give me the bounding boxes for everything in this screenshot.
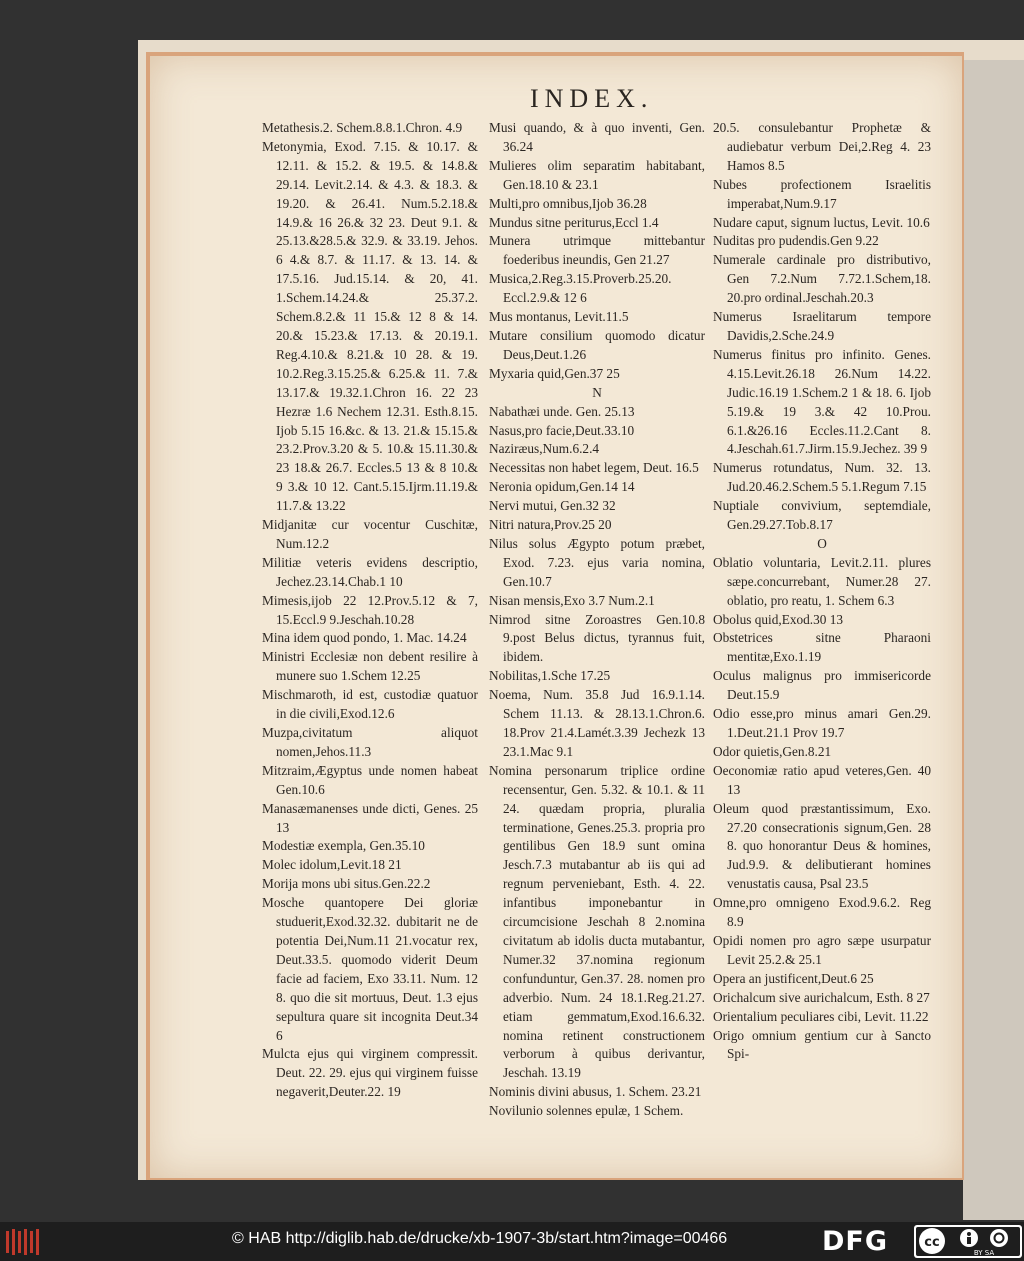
index-column-3 [713, 119, 931, 1064]
index-entry: Nasus,pro facie,Deut.33.10 [489, 422, 635, 438]
index-entry: Manasæmanenses unde dicti, Genes. 25 13 [262, 800, 478, 835]
hab-logo-icon [4, 1227, 44, 1257]
index-entry: Numerus finitus pro infinito. Genes. 4.15.Levit.26.18 26.Num 14.22. Judic.16.19 1.Schem.2 1 & 18. 6. Ijob 5.19.& 19 3.& 42 10.Prou. 6.1.&26.16 Eccles.11.2.Cant 8. 4.Jeschah.61.7.Jirm.15.9.Jechez. 39 9 [713, 346, 931, 457]
index-entry: Mundus sitne periturus,Eccl 1.4 [489, 214, 659, 230]
index-entry: Nimrod sitne Zoroastres Gen.10.8 9.post Belus dictus, tyrannus fuit, ibidem. [489, 611, 705, 665]
license-label: BY SA [973, 1249, 995, 1257]
index-entry: Oblatio voluntaria, Levit.2.11. plures sæpe.concurrebant, Numer.28 27. oblatio, pro reatu, 1. Schem 6.3 [713, 554, 931, 608]
index-entry: Odor quietis,Gen.8.21 [713, 743, 832, 759]
index-entry: Orientalium peculiares cibi, Levit. 11.22 [713, 1008, 929, 1024]
index-entry: Metonymia, Exod. 7.15. & 10.17. & 12.11. & 15.2. & 19.5. & 14.8.& 29.14. Levit.2.14. & 4.3. & 18.3. & 19.20. & 26.41. Num.5.2.18.& 14.9.& 16 26.& 32 23. Deut 9.1. & 25.13.&28.5.& 32.9. & 33.19. Jehos. 6 4.& 8.7. & 11.17. & 13. 14. & 17.5.16. Jud.15.14. & 20, 41. 1.Schem.14.24.& 25.37.2. Schem.8.2.& 11 15.& 12 8 & 14. 20.& 15.23.& 17.13. & 20.19.1. Reg.4.10.& 8.21.& 10 28. & 19. 10.2.Reg.3.15.25.& 6.25.& 11. 7.& 13.17.& 19.32.1.Chron 16. 22 23 Hezræ 1.6 Nechem 12.31. Esth.8.15. Ijob 5.15 16.&c. & 13. 21.& 15.15.& 23.2.Prov.3.20 & 5. 10.& 15.11.30.& 23 18.& 26.7. Eccles.5 13 & 8 10.& 9 3.& 10 12. Cant.5.15.Ijrm.11.19.& 11.7.& 13.22 [262, 138, 478, 514]
index-entry: Nitri natura,Prov.25 20 [489, 517, 612, 533]
index-entry: Nuditas pro pudendis.Gen 9.22 [713, 233, 879, 249]
index-entry: Numerale cardinale pro distributivo, Gen 7.2.Num 7.72.1.Schem,18. 20.pro ordinal.Jeschah.20.3 [713, 252, 931, 306]
index-entry: Midjanitæ cur vocentur Cuschitæ, Num.12.2 [262, 517, 478, 551]
index-entry: Metathesis.2. Schem.8.8.1.Chron. 4.9 [262, 120, 463, 135]
index-entry: Nobilitas,1.Sche 17.25 [489, 668, 611, 684]
index-column-2 [489, 119, 705, 1121]
index-entry: Orichalcum sive aurichalcum, Esth. 8 27 [713, 989, 930, 1005]
index-entry: Multi,pro omnibus,Ijob 36.28 [489, 195, 647, 211]
page-stack-shadow [963, 60, 1024, 1220]
index-entry: Ministri Ecclesiæ non debent resilire à munere suo 1.Schem 12.25 [262, 649, 478, 684]
index-entry: Nudare caput, signum luctus, Levit. 10.6 [713, 214, 930, 230]
index-entry: Obolus quid,Exod.30 13 [713, 611, 844, 627]
index-entry: Noema, Num. 35.8 Jud 16.9.1.14. Schem 11.13. & 28.13.1.Chron.6. 18.Prov 21.4.Lamét.3.39 Jechezk 13 23.1.Mac 9.1 [489, 687, 705, 759]
index-entry: Muzpa,civitatum aliquot nomen,Jehos.11.3 [262, 725, 478, 759]
index-entry: Morija mons ubi situs.Gen.22.2 [262, 876, 431, 892]
index-entry: Nubes profectionem Israelitis imperabat,Num.9.17 [713, 176, 931, 211]
index-entry: Oeconomiæ ratio apud veteres,Gen. 40 13 [713, 762, 931, 797]
index-entry: Nomina personarum triplice ordine recensentur, Gen. 5.32. & 10.1. & 11 24. quædam propria, pluralia terminatione, Genes.25.3. propria pro gentilibus Gen 18.9 sunt omina Jesch.7.3 mutabantur ab iis qui ad regnum perveniebant, Esth. 4. 22. infantibus imponebantur in circumcisione Jeschah 8 2.nomina civitatum ab idolis ducta mutabantur, Numer.32 37.nomina regionum confunduntur, Gen.37. 28. nomen pro adverbio. Num. 24 18.1.Reg.21.27. etiam gemmatum,Exod.16.6.32. nomina retinent constructionem verborum à quibus derivantur, Jeschah. 13.19 [489, 762, 705, 1081]
index-entry: Novilunio solennes epulæ, 1 Schem. [489, 1103, 684, 1119]
index-entry: Numerus Israelitarum tempore Davidis,2.Sche.24.9 [713, 309, 931, 343]
page-title: INDEX. [530, 84, 654, 113]
index-column-1 [262, 119, 478, 1102]
index-entry: Molec idolum,Levit.18 21 [262, 857, 402, 873]
cc-by-sa-icon[interactable] [914, 1225, 1022, 1258]
source-link[interactable]: © HAB http://diglib.hab.de/drucke/xb-1907-3b/start.htm?image=00466 [232, 1230, 728, 1247]
index-entry: Mina idem quod pondo, 1. Mac. 14.24 [262, 630, 467, 646]
footer-bar [0, 1222, 1024, 1261]
index-entry: Mulieres olim separatim habitabant, Gen.18.10 & 23.1 [489, 157, 705, 192]
index-entry: Mischmaroth, id est, custodiæ quatuor in die civili,Exod.12.6 [262, 687, 478, 722]
section-letter: N [592, 384, 602, 400]
index-entry: 20.5. consulebantur Prophetæ & audiebatur verbum Dei,2.Reg 4. 23 Hamos 8.5 [713, 120, 931, 173]
index-entry: Nabathæi unde. Gen. 25.13 [489, 403, 635, 419]
index-entry: Nervi mutui, Gen.32 32 [489, 498, 616, 514]
index-entry: Obstetrices sitne Pharaoni mentitæ,Exo.1.19 [713, 630, 931, 665]
index-entry: Mosche quantopere Dei gloriæ studuerit,Exod.32.32. dubitarit ne de potentia Dei,Num.11 21.vocatur rex, Deut.33.5. quomodo viderit Deum facie ad faciem, Exo 33.11. Num. 12 8. quo die sit mortuus, Deut. 1.3 ejus sepultura quare sit incognita Deut.34 6 [262, 895, 478, 1043]
index-entry: Nominis divini abusus, 1. Schem. 23.21 [489, 1084, 702, 1100]
index-entry: Modestiæ exempla, Gen.35.10 [262, 838, 425, 854]
index-entry: Nuptiale convivium, septemdiale, Gen.29.27.Tob.8.17 [713, 498, 931, 533]
index-entry: Mitzraim,Ægyptus unde nomen habeat Gen.10.6 [262, 762, 478, 797]
index-entry: Musi quando, & à quo inventi, Gen. 36.24 [489, 120, 705, 154]
index-entry: Odio esse,pro minus amari Gen.29. 1.Deut.21.1 Prov 19.7 [713, 706, 931, 740]
index-entry: Opidi nomen pro agro sæpe usurpatur Levit 25.2.& 25.1 [713, 932, 931, 967]
dfg-logo: DFG [822, 1226, 889, 1257]
index-entry: Origo omnium gentium cur à Sancto Spi- [713, 1027, 931, 1062]
index-entry: Myxaria quid,Gen.37 25 [489, 365, 620, 381]
index-entry: Oleum quod præstantissimum, Exo. 27.20 consecrationis signum,Gen. 28 8. quo honorantur Deus & homines, Jud.9.9. & delibutierant homines venustatis causa, Psal 23.5 [713, 800, 931, 892]
index-entry: Omne,pro omnigeno Exod.9.6.2. Reg 8.9 [713, 895, 931, 930]
index-entry: Mulcta ejus qui virginem compressit. Deut. 22. 29. ejus qui virginem fuisse negaverit,Deuter.22. 19 [262, 1046, 478, 1100]
index-entry: Mutare consilium quomodo dicatur Deus,Deut.1.26 [489, 327, 705, 362]
index-entry: Neronia opidum,Gen.14 14 [489, 479, 635, 495]
index-entry: Mimesis,ijob 22 12.Prov.5.12 & 7, 15.Eccl.9 9.Jeschah.10.28 [262, 592, 478, 627]
index-entry: Musica,2.Reg.3.15.Proverb.25.20. Eccl.2.9.& 12 6 [489, 271, 672, 306]
index-entry: Opera an justificent,Deut.6 25 [713, 970, 874, 986]
index-entry: Numerus rotundatus, Num. 32. 13. Jud.20.46.2.Schem.5 5.1.Regum 7.15 [713, 460, 931, 495]
index-entry: Necessitas non habet legem, Deut. 16.5 [489, 460, 699, 476]
index-entry: Nisan mensis,Exo 3.7 Num.2.1 [489, 592, 655, 608]
index-entry: Mus montanus, Levit.11.5 [489, 309, 629, 325]
index-entry: Munera utrimque mittebantur foederibus ineundis, Gen 21.27 [489, 233, 705, 268]
index-entry: Nilus solus Ægypto potum præbet, Exod. 7.23. ejus varia nomina, Gen.10.7 [489, 535, 705, 589]
index-entry: Naziræus,Num.6.2.4 [489, 441, 600, 457]
cc-label: cc [924, 1235, 940, 1250]
index-entry: Militiæ veteris evidens descriptio, Jechez.23.14.Chab.1 10 [262, 554, 478, 589]
index-entry: Oculus malignus pro immisericorde Deut.15.9 [713, 668, 931, 703]
section-letter: O [817, 535, 827, 551]
